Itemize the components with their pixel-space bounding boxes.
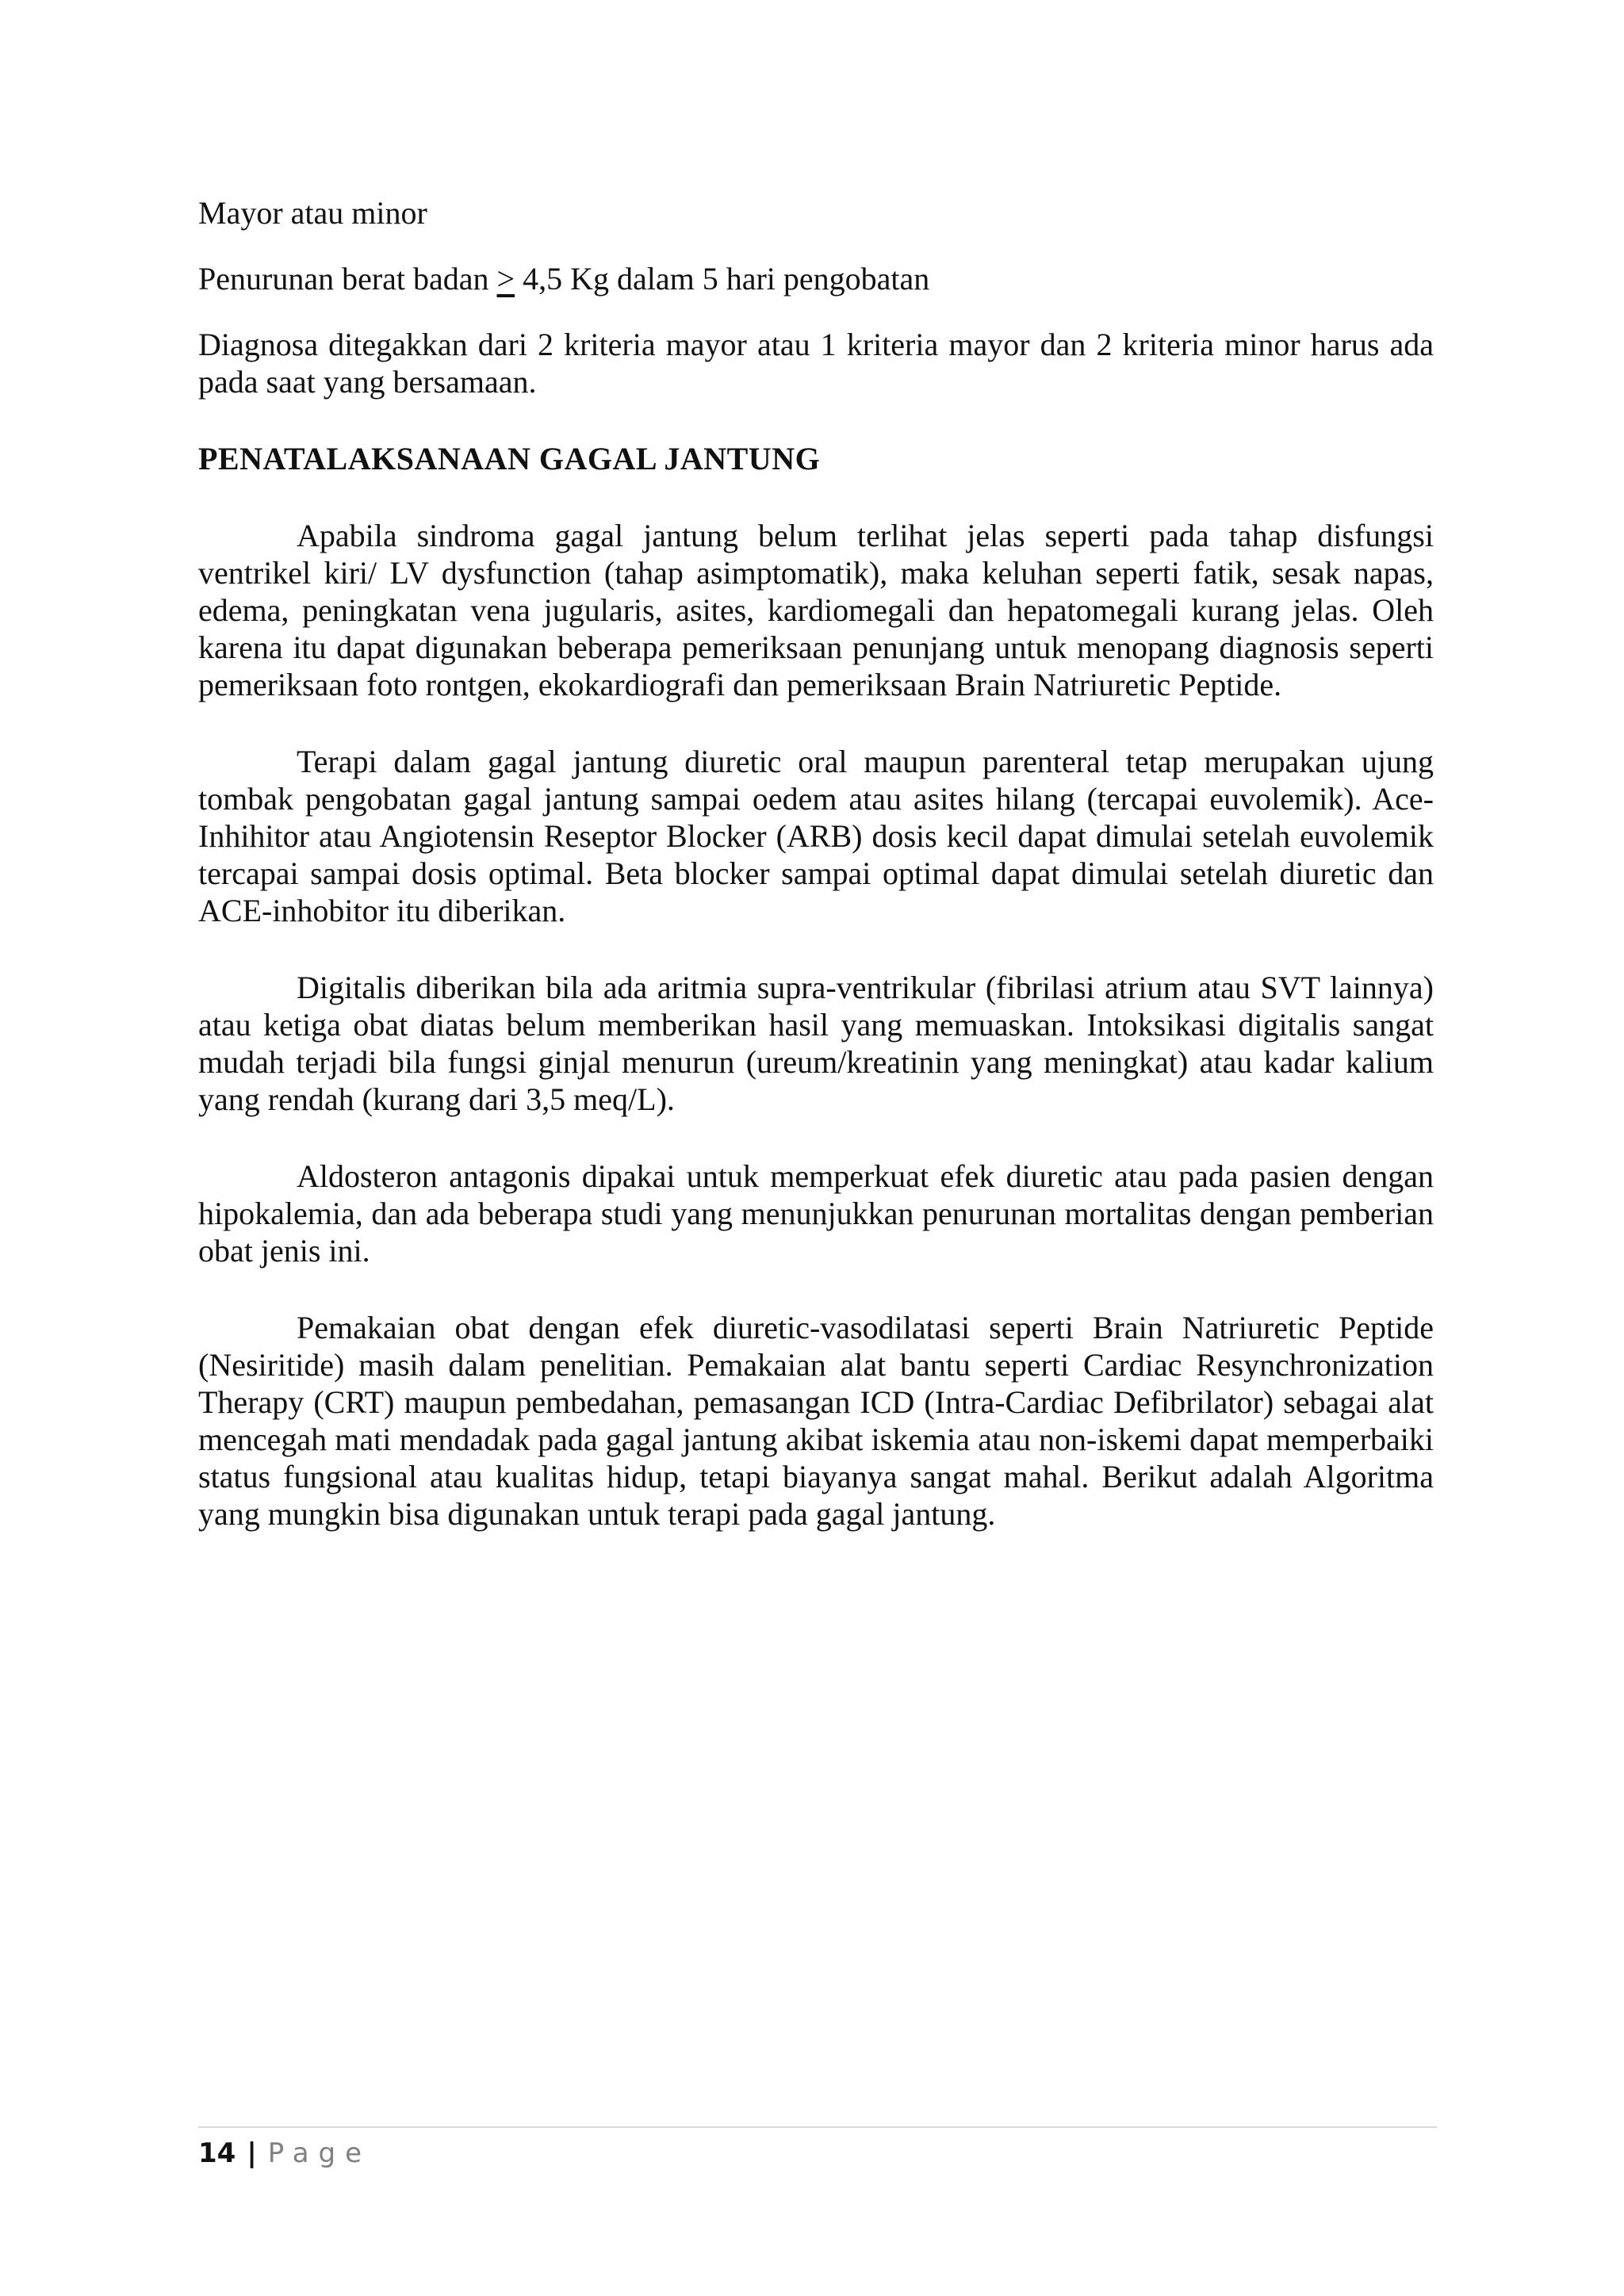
criteria-line-weight-loss (198, 260, 1434, 297)
page-label: Page (267, 2137, 372, 2169)
criteria-line-mayor-minor: Mayor atau minor (198, 195, 427, 231)
footer-divider (198, 2126, 1437, 2128)
footer-separator: | (247, 2137, 257, 2169)
paragraph-5: Pemakaian obat dengan efek diuretic-vasodilatasi seperti Brain Natriuretic Peptide (Nesiritide) masih dalam penelitian. Pemakaian alat bantu seperti Cardiac Resynchronization Therapy (CRT) maupun pembedahan, pemasangan ICD (Intra-Cardiac Defibrilator) sebagai alat mencegah mati mendadak pada gagal jantung akibat iskemia atau non-iskemi dapat memperbaiki status fungsional atau kualitas hidup, tetapi biayanya sangat mahal. Berikut adalah Algoritma yang mungkin bisa digunakan untuk terapi pada gagal jantung. (198, 1310, 1434, 1532)
paragraph-4: Aldosteron antagonis dipakai untuk memperkuat efek diuretic atau pada pasien dengan hipokalemia, dan ada beberapa studi yang menunjukkan penurunan mortalitas dengan pemberian obat jenis ini. (198, 1158, 1434, 1269)
paragraph-3: Digitalis diberikan bila ada aritmia supra-ventrikular (fibrilasi atrium atau SVT lainnya) atau ketiga obat diatas belum memberikan hasil yang memuaskan. Intoksikasi digitalis sangat mudah terjadi bila fungsi ginjal menurun (ureum/kreatinin yang meningkat) atau kadar kalium yang rendah (kurang dari 3,5 meq/L). (198, 970, 1434, 1117)
paragraph-1: Apabila sindroma gagal jantung belum terlihat jelas seperti pada tahap disfungsi ventrikel kiri/ LV dysfunction (tahap asimptomatik), maka keluhan seperti fatik, sesak napas, edema, peningkatan vena jugularis, asites, kardiomegali dan hepatomegali kurang jelas. Oleh karena itu dapat digunakan beberapa pemeriksaan penunjang untuk menopang diagnosis seperti pemeriksaan foto rontgen, ekokardiografi dan pemeriksaan Brain Natriuretic Peptide. (198, 518, 1434, 702)
page-number: 14 (198, 2137, 236, 2169)
diagnosis-paragraph: Diagnosa ditegakkan dari 2 kriteria mayor atau 1 kriteria mayor dan 2 kriteria minor harus ada pada saat yang bersamaan. (198, 327, 1434, 400)
page-footer (198, 2136, 371, 2171)
weight-loss-suffix: 4,5 Kg dalam 5 hari pengobatan (515, 261, 930, 297)
section-heading: PENATALAKSANAAN GAGAL JANTUNG (198, 441, 821, 476)
weight-loss-prefix: Penurunan berat badan (198, 261, 497, 297)
paragraph-2: Terapi dalam gagal jantung diuretic oral maupun parenteral tetap merupakan ujung tombak pengobatan gagal jantung sampai oedem atau asites hilang (tercapai euvolemik). Ace-Inhihitor atau Angiotensin Reseptor Blocker (ARB) dosis kecil dapat dimulai setelah euvolemik tercapai sampai dosis optimal. Beta blocker sampai optimal dapat dimulai setelah diuretic dan ACE-inhobitor itu diberikan. (198, 744, 1434, 928)
page-body (198, 194, 1434, 1533)
greater-equal-symbol: > (496, 261, 515, 297)
